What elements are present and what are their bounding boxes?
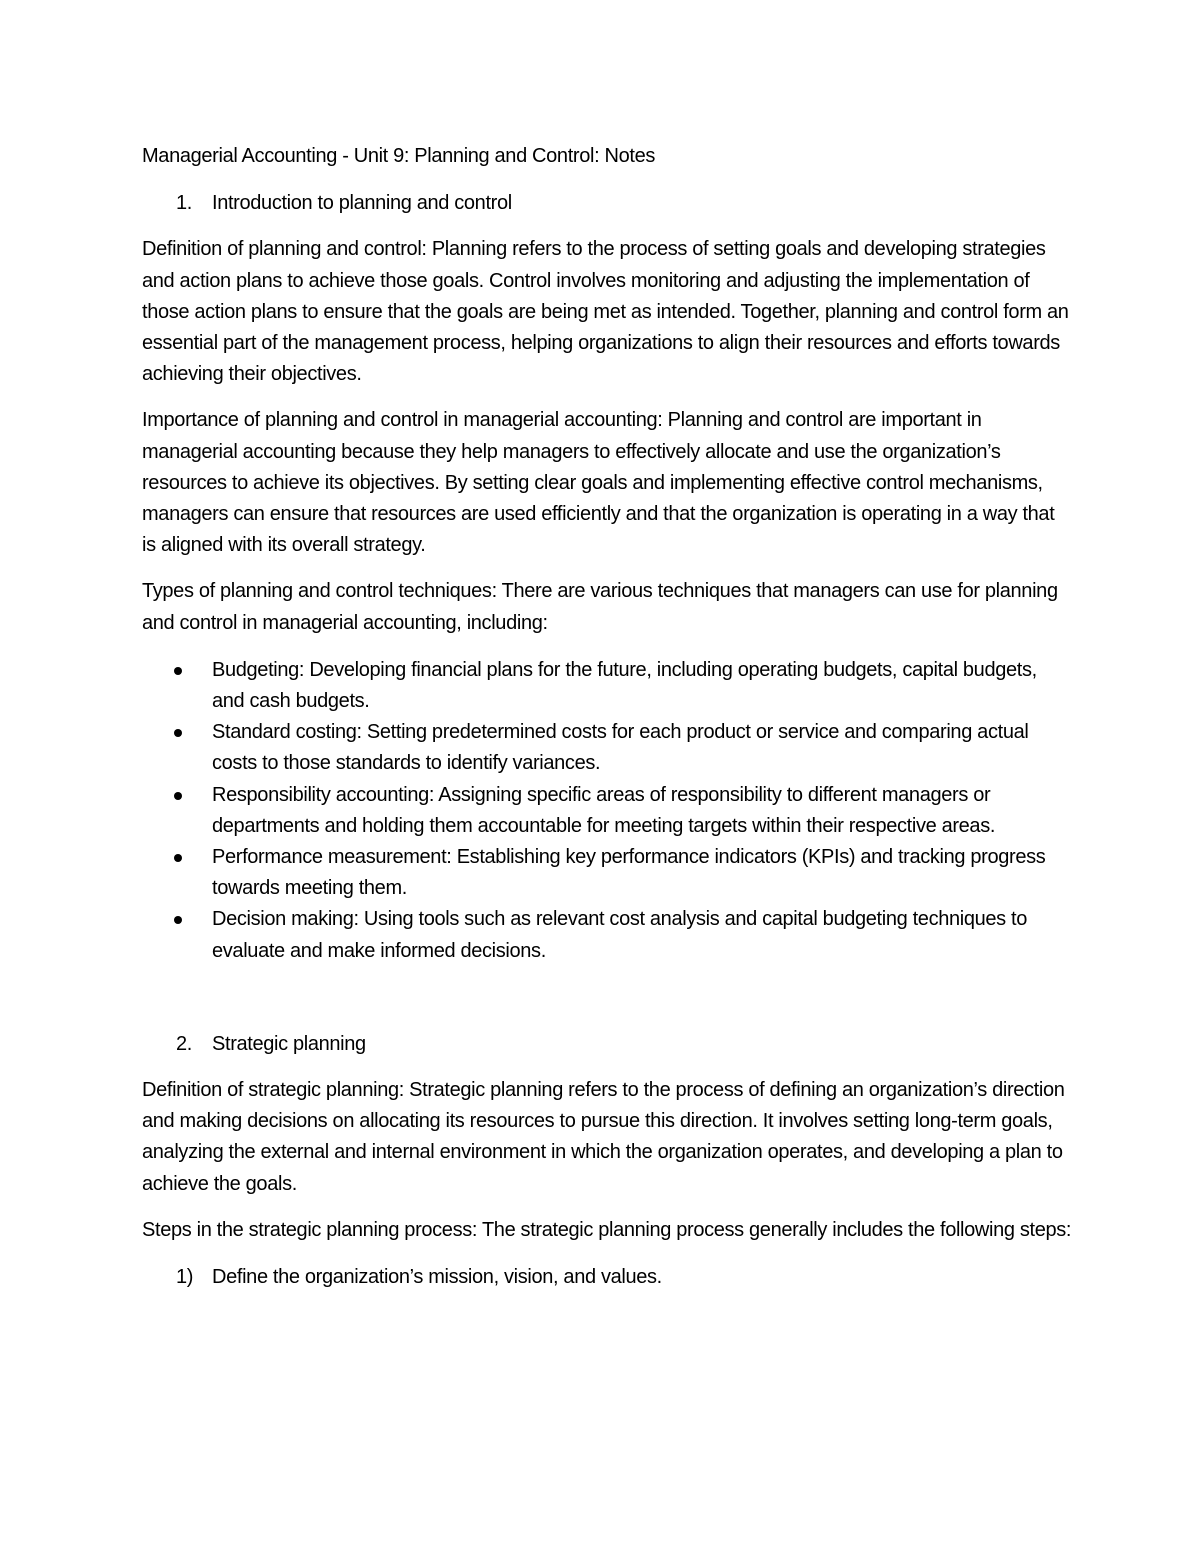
bullet-icon [142,655,212,717]
step-1-text: Define the organization’s mission, vision, and values. [212,1266,662,1289]
list-item [142,717,1072,779]
bullet-text-budgeting: Budgeting: Developing financial plans for the future, including operating budgets, capital budgets, and cash budgets. [212,658,1037,713]
section-1-title: Introduction to planning and control [212,192,512,215]
list-item [142,904,1072,966]
section-2-title: Strategic planning [212,1032,366,1055]
bullet-text-performance-measurement: Performance measurement: Establishing key performance indicators (KPIs) and tracking progress towards meeting them. [212,846,1046,900]
section-1-number: 1. [176,192,192,215]
section-spacer [142,967,1072,1013]
section-1-paragraph-importance: Importance of planning and control in managerial accounting: Planning and control are important in managerial accounting because they help managers to effectively allocate and use the organization’s resources to achieve its objectives. By setting clear goals and implementing effective control mechanisms, managers can ensure that resources are used efficiently and that the organization is operating in a way that is aligned with its overall strategy. [142,409,1055,557]
section-2-paragraph-steps: Steps in the strategic planning process: The strategic planning process generally includes the following steps: [142,1218,1072,1241]
section-2-paragraph-definition: Definition of strategic planning: Strategic planning refers to the process of defining an organization’s direction and making decisions on allocating its resources to pursue this direction. It involves setting long-term goals, analyzing the external and internal environment in which the organization operates, and developing a plan to achieve the goals. [142,1079,1065,1195]
bullet-icon [142,780,212,842]
section-1-heading [142,188,1072,219]
bullet-icon [142,904,212,966]
section-2-number: 2. [176,1032,192,1055]
section-2-heading [142,1029,1072,1060]
bullet-icon [142,717,212,779]
bullet-text-standard-costing: Standard costing: Setting predetermined costs for each product or service and comparing actual costs to those standards to identify variances. [212,721,1029,775]
list-item [142,780,1072,842]
section-1-paragraph-types: Types of planning and control techniques: There are various techniques that managers can use for planning and control in managerial accounting, including: [142,580,1058,634]
bullet-icon [142,842,212,904]
bullet-text-responsibility-accounting: Responsibility accounting: Assigning specific areas of responsibility to different managers or departments and holding them accountable for meeting targets within their respective areas. [212,783,996,837]
list-item [142,842,1072,904]
section-1-paragraph-definition: Definition of planning and control: Planning refers to the process of setting goals and developing strategies and action plans to achieve those goals. Control involves monitoring and adjusting the implementation of those action plans to ensure that the goals are being met as intended. Together, planning and control form an essential part of the management process, helping organizations to align their resources and efforts towards achieving their objectives. [142,238,1069,386]
techniques-bullet-list [142,655,1072,967]
document-content [142,141,1072,1293]
step-1-number: 1) [176,1266,194,1289]
step-1-item [142,1262,1072,1293]
bullet-text-decision-making: Decision making: Using tools such as relevant cost analysis and capital budgeting techniques to evaluate and make informed decisions. [212,908,1028,962]
document-title: Managerial Accounting - Unit 9: Planning and Control: Notes [142,145,655,167]
list-item [142,655,1072,717]
